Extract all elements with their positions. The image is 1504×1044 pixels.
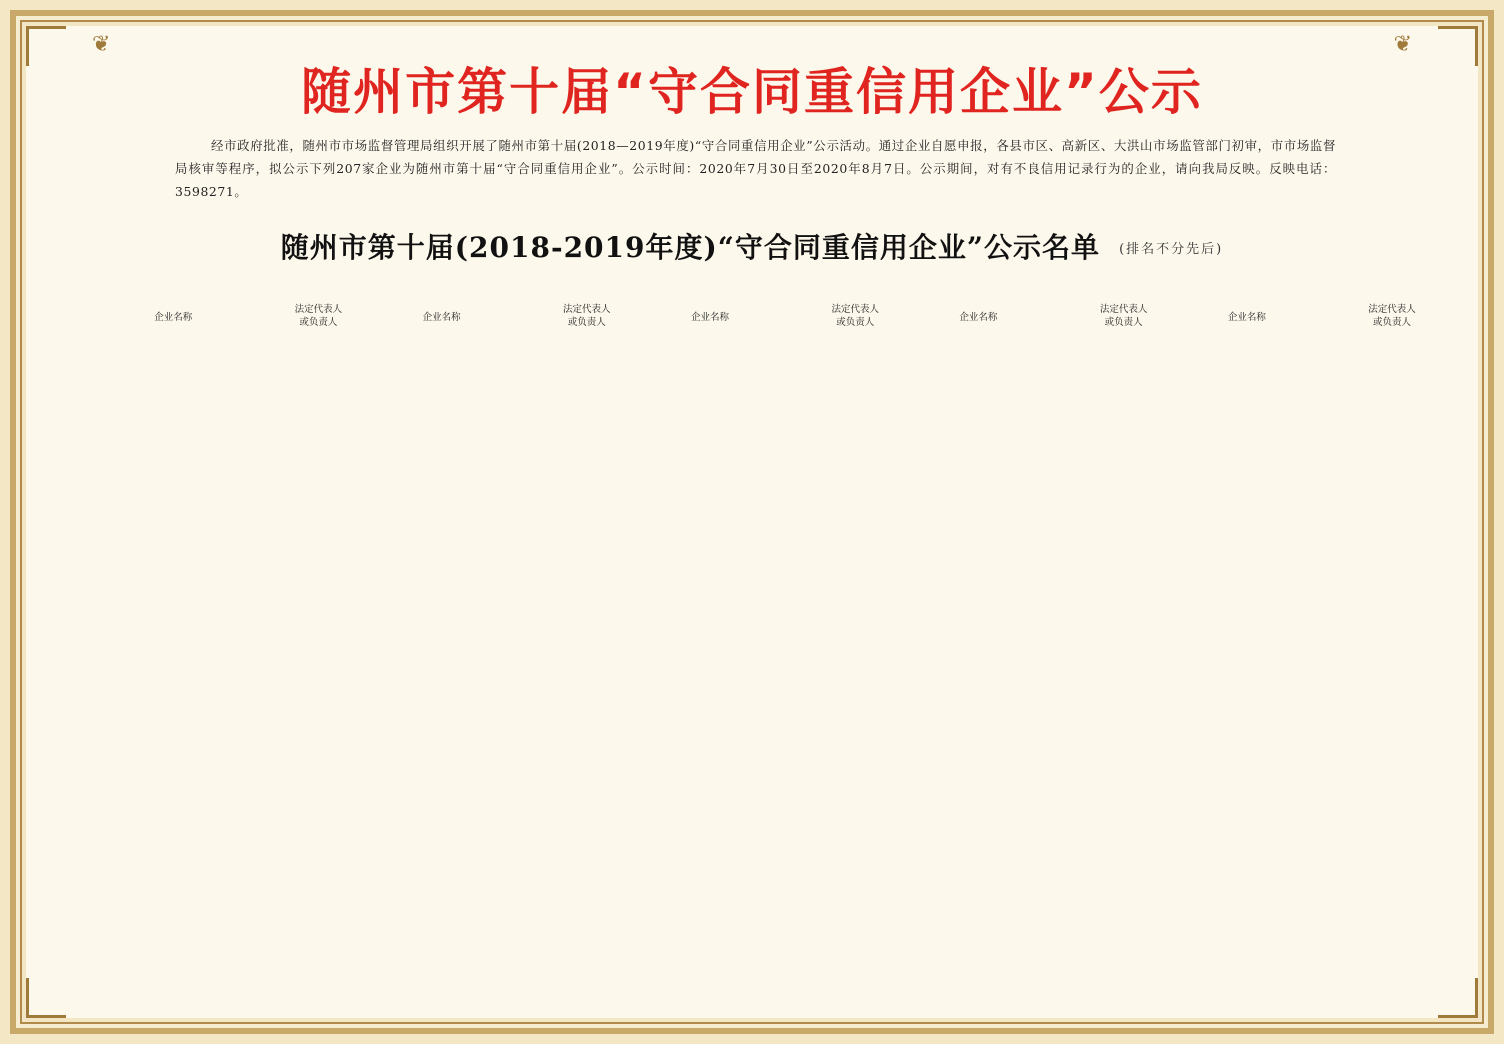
header-company-name: 企业名称: [1227, 312, 1266, 323]
corner-ornament-bottom-right: [1438, 978, 1478, 1018]
column-header: [893, 300, 1153, 332]
list-column-2: [352, 300, 620, 980]
column-body: [88, 332, 348, 980]
main-title: 随州市第十届“守合同重信用企业”公示: [301, 63, 1203, 121]
header-legal-representative: 法定代表人 或负责人: [831, 304, 879, 328]
header-company-name: 企业名称: [154, 312, 193, 323]
header-legal-representative: 法定代表人 或负责人: [1368, 304, 1416, 328]
list-title: 随州市第十届(2018-2019年度)“守合同重信用企业”公示名单: [280, 231, 1100, 264]
column-header: [356, 300, 616, 332]
scroll-ornament-right-icon: ❦: [1393, 32, 1412, 57]
scroll-ornament-left-icon: ❦: [92, 32, 111, 57]
column-body: [356, 332, 616, 980]
list-column-3: [621, 300, 889, 980]
intro-paragraph: 经市政府批准，随州市市场监督管理局组织开展了随州市第十届(2018—2019年度)“守合同重信用企业”公示活动。通过企业自愿申报，各县市区、高新区、大洪山市场监管部门初审，市市场监督局核审等程序，拟公示下列207家企业为随州市第十届“守合同重信用企业”。公示时间：2020年7月30日至2020年8月7日。公示期间，对有不良信用记录行为的企业，请向我局反映。反映电话：3598271。: [175, 138, 1336, 199]
corner-ornament-bottom-left: [26, 978, 66, 1018]
list-title-note: (排名不分先后): [1119, 242, 1224, 257]
list-column-1: [84, 300, 352, 980]
company-list-table: [84, 300, 1426, 980]
column-header: [625, 300, 885, 332]
list-column-4: [889, 300, 1157, 980]
header-legal-representative: 法定代表人 或负责人: [1099, 304, 1148, 328]
column-body: [1162, 332, 1422, 980]
header-company-name: 企业名称: [959, 312, 998, 323]
header-company-name: 企业名称: [691, 312, 730, 323]
list-column-5: [1158, 300, 1426, 980]
column-body: [625, 332, 885, 980]
header-legal-representative: 法定代表人 或负责人: [294, 304, 343, 328]
column-header: [1162, 300, 1422, 332]
column-body: [893, 332, 1153, 980]
list-title-row: [0, 226, 1504, 270]
column-header: [88, 300, 348, 332]
header-legal-representative: 法定代表人 或负责人: [563, 304, 611, 328]
header-company-name: 企业名称: [422, 312, 461, 323]
